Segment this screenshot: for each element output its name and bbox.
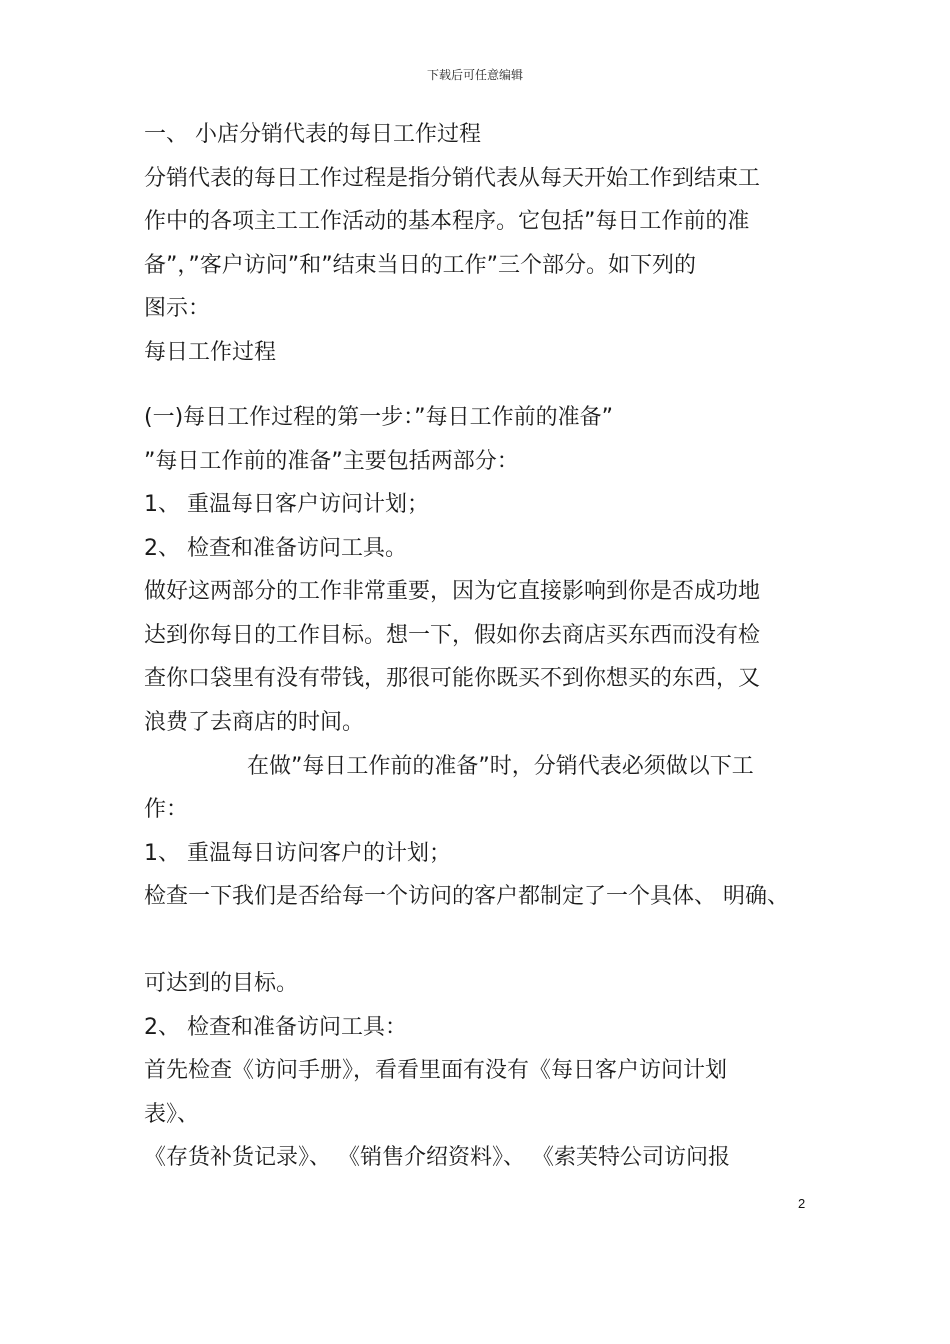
list-item: 1、 重温每日客户访问计划； [144,492,429,517]
page-header: 下载后可任意编辑 [426,68,523,82]
paragraph-line: 备”，”客户访问”和”结束当日的工作”三个部分。如下列的 [144,253,696,278]
list-item: 2、 检查和准备访问工具。 [144,536,407,561]
page-number: 2 [798,1196,806,1211]
paragraph-line: 作： [144,797,189,822]
paragraph-line: 首先检查《访问手册》，看看里面有没有《每日客户访问计划 [144,1058,728,1083]
paragraph-line: 图示： [144,296,211,321]
subheading: 每日工作过程 [144,340,277,365]
paragraph-line: 表》、 [144,1102,200,1127]
paragraph-line: ”每日工作前的准备”主要包括两部分： [144,449,519,474]
list-item: 2、 检查和准备访问工具： [144,1015,407,1040]
list-item: 1、 重温每日访问客户的计划； [144,841,451,866]
paragraph-line: 《存货补货记录》、 《销售介绍资料》、 《索芙特公司访问报 [144,1145,730,1170]
paragraph-line: 可达到的目标。 [144,971,299,996]
paragraph-line-indented: 在做”每日工作前的准备”时，分销代表必须做以下工 [247,754,754,779]
step-heading: (一)每日工作过程的第一步：”每日工作前的准备” [144,405,613,430]
paragraph-line: 检查一下我们是否给每一个访问的客户都制定了一个具体、 明确、 [144,884,789,909]
paragraph-line: 浪费了去商店的时间。 [144,710,365,735]
paragraph-line: 做好这两部分的工作非常重要，因为它直接影响到你是否成功地 [144,579,761,604]
section-heading: 一、 小店分销代表的每日工作过程 [144,122,481,147]
paragraph-line: 查你口袋里有没有带钱，那很可能你既买不到你想买的东西，又 [144,666,761,691]
paragraph-line: 分销代表的每日工作过程是指分销代表从每天开始工作到结束工 [144,166,761,191]
paragraph-line: 达到你每日的工作目标。想一下，假如你去商店买东西而没有检 [144,623,761,648]
paragraph-line: 作中的各项主工工作活动的基本程序。它包括”每日工作前的准 [144,209,750,234]
